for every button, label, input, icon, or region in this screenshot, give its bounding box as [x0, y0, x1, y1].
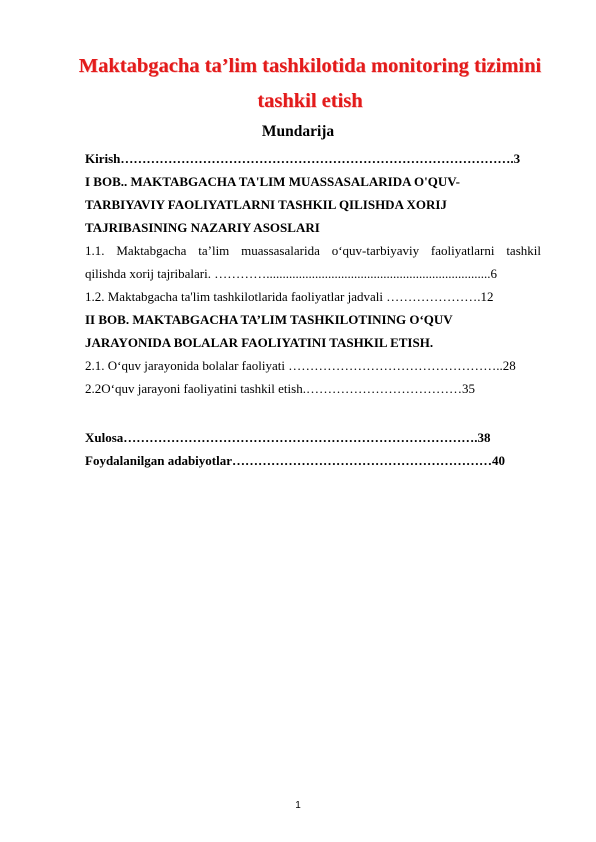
toc-section-1-1-line1: 1.1. Maktabgacha ta’lim muassasalarida o‘quv-tarbiyaviy faoliyatlarni tashkil [85, 243, 541, 258]
toc-section-2-2: 2.2O‘quv jarayoni faoliyatini tashkil etish.………………………………35 [85, 381, 475, 396]
toc-entry-references: Foydalanilgan adabiyotlar……………………………………………………40 [85, 453, 505, 468]
toc-chapter2-line1: II BOB. MAKTABGACHA TA’LIM TASHKILOTINING O‘QUV [85, 312, 453, 327]
toc-section-2-1: 2.1. O‘quv jarayonida bolalar faoliyati …………………………………………..28 [85, 358, 516, 373]
toc-entry-kirish: Kirish……………………………………………………………………………….3 [85, 151, 521, 166]
toc-chapter1-line3: TAJRIBASINING NAZARIY ASOSLARI [85, 220, 320, 235]
document-title-line2: tashkil etish [257, 90, 363, 112]
toc-section-1-1-line2: qilishda xorij tajribalari. ………….....................................................................6 [85, 266, 497, 281]
document-title-line1: Maktabgacha ta’lim tashkilotida monitoring tizimini [78, 55, 542, 77]
toc-entry-xulosa: Xulosa……………………………………………………………………….38 [85, 430, 491, 445]
toc-chapter2-line2: JARAYONIDA BOLALAR FAOLIYATINI TASHKIL ETISH. [85, 335, 434, 350]
page-number: 1 [295, 800, 301, 811]
toc-chapter1-line2: TARBIYAVIY FAOLIYATLARNI TASHKIL QILISHDA XORIJ [85, 197, 447, 212]
toc-section-1-2: 1.2. Maktabgacha ta'lim tashkilotlarida faoliyatlar jadvali ………………….12 [85, 289, 494, 304]
toc-heading: Mundarija [261, 123, 335, 140]
toc-chapter1-line1: I BOB.. MAKTABGACHA TA'LIM MUASSASALARIDA O'QUV- [85, 174, 460, 189]
